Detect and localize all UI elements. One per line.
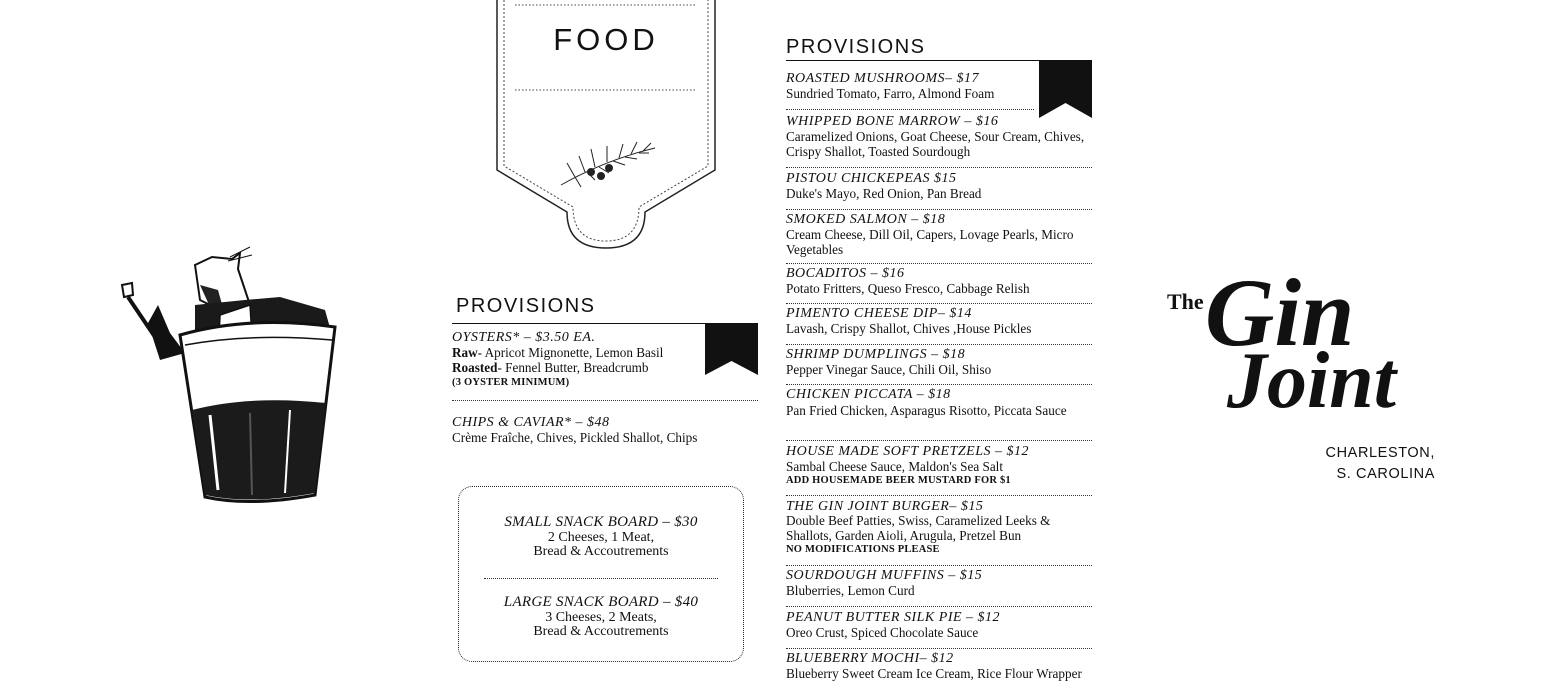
menu-item-desc: Blueberry Sweet Cream Ice Cream, Rice Flour Wrapper — [786, 666, 1082, 681]
menu-item-name: WHIPPED BONE MARROW – $16 — [786, 114, 999, 129]
gin-joint-logo — [1165, 255, 1435, 455]
menu-item-desc: Oreo Crust, Spiced Chocolate Sauce — [786, 625, 979, 640]
divider — [786, 344, 1092, 345]
oysters-raw — [452, 346, 663, 361]
menu-item-name: SHRIMP DUMPLINGS – $18 — [786, 347, 966, 362]
menu-item-desc: Sundried Tomato, Farro, Almond Foam — [786, 86, 995, 101]
divider — [452, 400, 758, 401]
menu-item-name: SMOKED SALMON – $18 — [786, 212, 946, 227]
bookmark-icon — [705, 323, 758, 375]
logo-the: The — [1167, 289, 1204, 314]
city-label — [1300, 443, 1435, 485]
provisions-right-title: PROVISIONS — [786, 36, 926, 58]
bookmark-icon — [1039, 60, 1092, 118]
large-snack-board-line2: Bread & Accoutrements — [533, 624, 669, 639]
oysters-name: OYSTERS* – $3.50 EA. — [452, 330, 596, 345]
menu-item-note: NO MODIFICATIONS PLEASE — [786, 544, 940, 555]
menu-item-desc: Duke's Mayo, Red Onion, Pan Bread — [786, 186, 982, 201]
menu-item-desc: Pepper Vinegar Sauce, Chili Oil, Shiso — [786, 362, 992, 377]
divider — [786, 167, 1092, 168]
large-snack-board — [458, 594, 744, 639]
small-snack-board-name: SMALL SNACK BOARD – $30 — [504, 514, 698, 530]
chips-desc: Crème Fraîche, Chives, Pickled Shallot, Chips — [452, 430, 698, 445]
city-line-2: S. CAROLINA — [1336, 466, 1435, 482]
oysters-roasted — [452, 361, 649, 376]
menu-item-name: SOURDOUGH MUFFINS – $15 — [786, 568, 983, 583]
menu-item-note: ADD HOUSEMADE BEER MUSTARD FOR $1 — [786, 475, 1011, 486]
divider — [786, 263, 1092, 264]
logo-word-gin: Gin — [1205, 259, 1355, 366]
divider — [786, 565, 1092, 566]
oysters-roasted-label: Roasted — [452, 360, 498, 375]
city-line-1: CHARLESTON, — [1325, 445, 1435, 461]
menu-item-desc: Potato Fritters, Queso Fresco, Cabbage Relish — [786, 281, 1030, 296]
divider — [786, 606, 1092, 607]
divider — [786, 495, 1092, 496]
menu-item-desc: Pan Fried Chicken, Asparagus Risotto, Piccata Sauce — [786, 403, 1067, 418]
divider — [786, 209, 1092, 210]
logo-word-joint: Joint — [1227, 337, 1396, 425]
menu-item-desc: Caramelized Onions, Goat Cheese, Sour Cream, Chives, Crispy Shallot, Toasted Sourdough — [786, 129, 1085, 159]
small-snack-board-line2: Bread & Accoutrements — [533, 544, 669, 559]
menu-item-name: PISTOU CHICKEPEAS $15 — [786, 171, 957, 186]
menu-item-name: BLUEBERRY MOCHI– $12 — [786, 651, 954, 666]
menu-item-name: PIMENTO CHEESE DIP– $14 — [786, 306, 972, 321]
chips-name: CHIPS & CAVIAR* – $48 — [452, 415, 610, 430]
menu-item-desc: Lavash, Crispy Shallot, Chives ,House Pickles — [786, 321, 1032, 336]
menu-item-name: PEANUT BUTTER SILK PIE – $12 — [786, 610, 1001, 625]
oysters-roasted-desc: - Fennel Butter, Breadcrumb — [497, 360, 649, 375]
menu-item-name: BOCADITOS – $16 — [786, 266, 905, 281]
menu-item-name: THE GIN JOINT BURGER– $15 — [786, 499, 984, 514]
provisions-left-title: PROVISIONS — [456, 295, 596, 317]
divider — [484, 578, 718, 579]
divider — [786, 303, 1092, 304]
fox-in-glass-illustration — [100, 245, 350, 520]
small-snack-board — [458, 514, 744, 559]
oysters-raw-desc: - Apricot Mignonette, Lemon Basil — [477, 345, 664, 360]
menu-item-name: CHICKEN PICCATA – $18 — [786, 387, 951, 402]
menu-item-desc: Sambal Cheese Sauce, Maldon's Sea Salt — [786, 459, 1003, 474]
large-snack-board-line1: 3 Cheeses, 2 Meats, — [545, 610, 657, 625]
divider — [786, 384, 1092, 385]
food-title: FOOD — [553, 22, 659, 57]
menu-item-desc: Double Beef Patties, Swiss, Caramelized Leeks & Shallots, Garden Aioli, Arugula, Pretzel Bun — [786, 513, 1051, 543]
divider — [786, 109, 1034, 110]
oysters-raw-label: Raw — [452, 345, 478, 360]
menu-item-desc: Bluberries, Lemon Curd — [786, 583, 915, 598]
oysters-note: (3 OYSTER MINIMUM) — [452, 377, 570, 388]
menu-item-name: HOUSE MADE SOFT PRETZELS – $12 — [786, 444, 1030, 459]
large-snack-board-name: LARGE SNACK BOARD – $40 — [503, 594, 699, 610]
divider — [786, 648, 1092, 649]
menu-item-name: ROASTED MUSHROOMS– $17 — [786, 71, 979, 86]
divider — [786, 440, 1092, 441]
small-snack-board-line1: 2 Cheeses, 1 Meat, — [547, 530, 655, 545]
menu-item-desc: Cream Cheese, Dill Oil, Capers, Lovage Pearls, Micro Vegetables — [786, 227, 1074, 257]
